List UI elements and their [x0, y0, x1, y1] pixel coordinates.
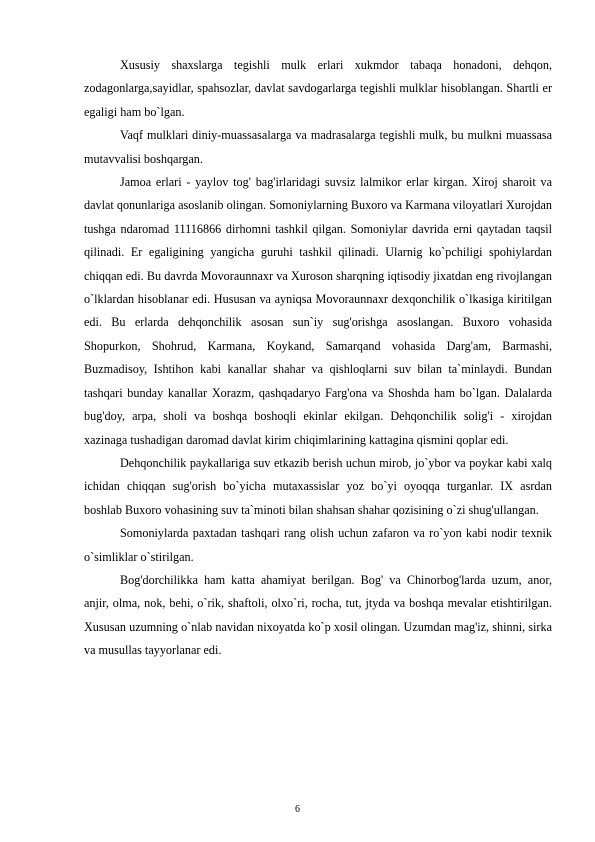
page-body: [84, 54, 552, 663]
paragraph-private-land: Xususiy shaxslarga tegishli mulk erlari xukmdor tabaqa honadoni, dehqon, zodagonlarga,sayidlar, spahsozlar, davlat savdogarlarga tegishli mulklar hisoblangan. Shartli er egaligi ham bo`lgan.: [84, 58, 552, 119]
paragraph-irrigation: Dehqonchilik paykallariga suv etkazib berish uchun mirob, jo`ybor va poykar kabi xalq ichidan chiqqan sug'orish bo`yicha mutaxassislar yoz bo`yi oyoqqa turganlar. IX asrdan boshlab Buxoro vohasining suv ta`minoti bilan shahsan shahar qozisining o`zi shug'ullangan.: [84, 455, 552, 517]
paragraph-technical-crops: Somoniylarda paxtadan tashqari rang olish uchun zafaron va ro`yon kabi nodir texnik o`simliklar o`stirilgan.: [84, 526, 552, 564]
paragraph-communal-land: Jamoa erlari - yaylov tog' bag'irlaridagi suvsiz lalmikor erlar kirgan. Xiroj sharoit va davlat qonunlariga asoslanib olingan. Somoniylarning Buxoro va Karmana viloyatlari Xurojdan tushga ndaromad 11116866 dirhomni tashkil qilgan. Somoniylar davrida erni qaytadan taqsil qilinadi. Er egaligining yangicha guruhi tashkil qilinadi. Ularnig ko`pchiligi spohiylardan chiqqan edi. Bu davrda Movoraunnaxr va Xuroson sharqning iqtisodiy jixatdan eng rivojlangan o`lklardan hisoblanar edi. Hususan va ayniqsa Movoraunnaxr dexqonchilik o`lkasiga kiritilgan edi. Bu erlarda dehqonchilik asosan sun`iy sug'orishga asoslangan. Buxoro vohasida Shopurkon, Shohrud, Karmana, Koykand, Samarqand vohasida Darg'am, Barmashi, Buzmadisoy, Ishtihon kabi kanallar shahar va qishloqlarni suv bilan ta`minlaydi. Bundan tashqari bunday kanallar Xorazm, qashqadaryo Farg'ona va Shoshda ham bo`lgan. Dalalarda bug'doy, arpa, sholi va boshqa boshoqli ekinlar ekilgan. Dehqonchilik solig'i - xirojdan xazinaga tushadigan daromad davlat kirim chiqimlarining kattagina qismini qoplar edi.: [84, 175, 552, 447]
page-number: 6: [295, 804, 300, 815]
paragraph-waqf-land: Vaqf mulklari diniy-muassasalarga va madrasalarga tegishli mulk, bu mulkni muassasa mutavvalisi boshqargan.: [84, 128, 552, 166]
paragraph-horticulture: Bog'dorchilikka ham katta ahamiyat berilgan. Bog' va Chinorbog'larda uzum, anor, anjir, olma, nok, behi, o`rik, shaftoli, olxo`ri, rocha, tut, jtyda va boshqa mevalar etishtirilgan. Xususan uzumning o`nlab navidan nixoyatda ko`p xosil olingan. Uzumdan mag'iz, shinni, sirka va musullas tayyorlanar edi.: [84, 572, 552, 658]
